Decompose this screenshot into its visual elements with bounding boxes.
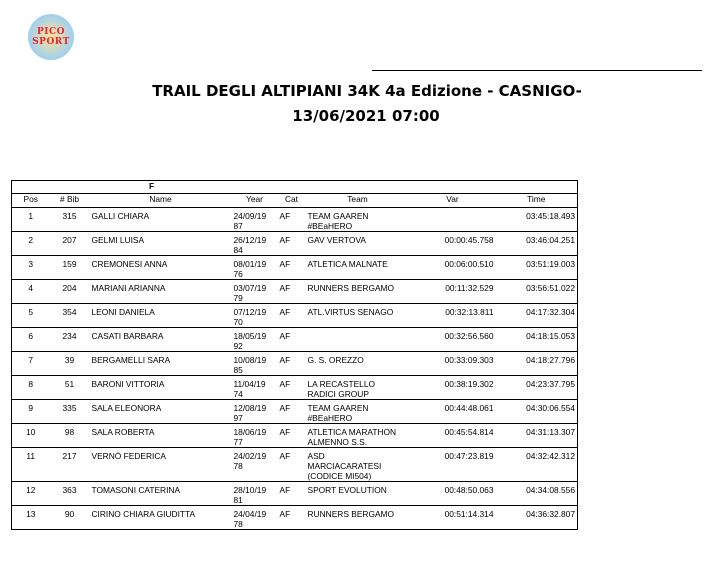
cat-value: AF: [279, 355, 291, 365]
bib-value: 207: [62, 235, 77, 245]
table-row: [12, 280, 578, 304]
gender-group-label: F: [12, 181, 578, 194]
team-value-2: RADICI GROUP: [307, 389, 369, 399]
header-rule: [372, 70, 702, 71]
team-value-1: ASD: [307, 451, 325, 461]
pos-value: 7: [28, 355, 34, 365]
year-value-1: 24/09/19: [233, 211, 267, 221]
cell-time: [496, 256, 578, 280]
cell-var: [410, 506, 496, 530]
year-value-1: 07/12/19: [233, 307, 267, 317]
bib-value: 217: [62, 451, 77, 461]
cell-var: [410, 376, 496, 400]
table-row: [12, 304, 578, 328]
cell-team: [306, 448, 410, 482]
cell-cat: [278, 400, 306, 424]
table-row: [12, 400, 578, 424]
year-value-2: 74: [233, 389, 243, 399]
team-value-1: RUNNERS BERGAMO: [307, 283, 395, 293]
header-time: Time: [496, 194, 578, 208]
pos-value: 6: [28, 331, 34, 341]
table-row: [12, 352, 578, 376]
team-value-1: G. S. OREZZO: [307, 355, 364, 365]
cell-name: [90, 256, 232, 280]
cell-year: [232, 506, 278, 530]
cell-cat: [278, 232, 306, 256]
cell-year: [232, 280, 278, 304]
header-var: Var: [410, 194, 496, 208]
cell-pos: [12, 280, 50, 304]
cell-bib: [50, 400, 90, 424]
team-value-1: TEAM GAAREN: [307, 211, 369, 221]
var-value: 00:45:54.814: [444, 427, 494, 437]
cell-time: [496, 424, 578, 448]
name-value: LEONI DANIELA: [91, 307, 155, 317]
cell-team: [306, 304, 410, 328]
cell-year: [232, 328, 278, 352]
cell-year: [232, 424, 278, 448]
cell-pos: [12, 256, 50, 280]
cat-value: AF: [279, 283, 291, 293]
var-value: 00:48:50.063: [444, 485, 494, 495]
cell-time: [496, 448, 578, 482]
team-value-1: RUNNERS BERGAMO: [307, 509, 395, 519]
name-value: SALA ELEONORA: [91, 403, 162, 413]
pos-value: 4: [28, 283, 34, 293]
time-value: 04:31:13.307: [526, 427, 575, 437]
cell-team: [306, 482, 410, 506]
time-value: 04:18:15.053: [526, 331, 575, 341]
team-value-3: (CODICE MI504): [307, 471, 372, 481]
cell-pos: [12, 304, 50, 328]
cell-var: [410, 208, 496, 232]
team-value-1: ATL.VIRTUS SENAGO: [307, 307, 394, 317]
cell-cat: [278, 482, 306, 506]
pos-value: 12: [26, 485, 36, 495]
table-row: [12, 232, 578, 256]
cell-name: [90, 448, 232, 482]
cat-value: AF: [279, 331, 291, 341]
var-value: 00:33:09.303: [444, 355, 494, 365]
year-value-1: 08/01/19: [233, 259, 267, 269]
table-row: [12, 208, 578, 232]
team-value-1: TEAM GAAREN: [307, 403, 369, 413]
bib-value: 51: [64, 379, 75, 389]
year-value-1: 24/02/19: [233, 451, 267, 461]
cell-bib: [50, 280, 90, 304]
cell-bib: [50, 424, 90, 448]
var-value: 00:51:14.314: [444, 509, 494, 519]
cell-bib: [50, 304, 90, 328]
cell-bib: [50, 232, 90, 256]
name-value: TOMASONI CATERINA: [91, 485, 181, 495]
name-value: BARONI VITTORIA: [91, 379, 165, 389]
name-value: GALLI CHIARA: [91, 211, 150, 221]
cell-time: [496, 280, 578, 304]
cell-year: [232, 400, 278, 424]
cell-pos: [12, 232, 50, 256]
cell-cat: [278, 328, 306, 352]
header-pos: Pos: [12, 194, 50, 208]
pos-value: 2: [28, 235, 34, 245]
race-date-time: 13/06/2021 07:00: [292, 107, 440, 125]
team-value-1: ATLETICA MALNATE: [307, 259, 388, 269]
bib-value: 363: [62, 485, 77, 495]
cell-var: [410, 448, 496, 482]
cell-team: [306, 376, 410, 400]
cell-pos: [12, 352, 50, 376]
pos-value: 9: [28, 403, 34, 413]
cell-var: [410, 232, 496, 256]
cell-var: [410, 352, 496, 376]
cell-bib: [50, 352, 90, 376]
pos-value: 5: [28, 307, 34, 317]
cell-bib: [50, 448, 90, 482]
year-value-1: 03/07/19: [233, 283, 267, 293]
year-value-2: 87: [233, 221, 243, 231]
bib-value: 98: [64, 427, 75, 437]
cell-pos: [12, 506, 50, 530]
name-value: SALA ROBERTA: [91, 427, 155, 437]
bib-value: 39: [64, 355, 75, 365]
cell-team: [306, 280, 410, 304]
cell-time: [496, 328, 578, 352]
var-value: 00:44:48.061: [444, 403, 494, 413]
table-row: [12, 424, 578, 448]
cell-time: [496, 208, 578, 232]
cat-value: AF: [279, 485, 291, 495]
cell-pos: [12, 208, 50, 232]
name-value: VERNÒ FEDERICA: [91, 451, 166, 461]
year-value-1: 10/08/19: [233, 355, 267, 365]
team-value-2: #BEaHERO: [307, 413, 353, 423]
cell-year: [232, 256, 278, 280]
bib-value: 159: [62, 259, 77, 269]
year-value-1: 26/12/19: [233, 235, 267, 245]
cell-year: [232, 376, 278, 400]
cell-team: [306, 424, 410, 448]
team-value-1: SPORT EVOLUTION: [307, 485, 387, 495]
results-table: [11, 180, 578, 530]
logo-text-line1: PICO: [37, 27, 65, 37]
pos-value: 3: [28, 259, 34, 269]
cell-name: [90, 232, 232, 256]
cell-bib: [50, 256, 90, 280]
pico-sport-logo: [28, 14, 74, 60]
cell-cat: [278, 448, 306, 482]
cell-var: [410, 482, 496, 506]
header-name: Name: [90, 194, 232, 208]
team-value-2: #BEaHERO: [307, 221, 353, 231]
cell-var: [410, 400, 496, 424]
time-value: 04:30:06.554: [526, 403, 575, 413]
cell-year: [232, 208, 278, 232]
cell-cat: [278, 208, 306, 232]
cell-cat: [278, 256, 306, 280]
bib-value: 335: [62, 403, 77, 413]
cell-name: [90, 506, 232, 530]
var-value: 00:38:19.302: [444, 379, 494, 389]
year-value-1: 28/10/19: [233, 485, 267, 495]
cell-var: [410, 328, 496, 352]
pos-value: 11: [26, 451, 36, 461]
time-value: 03:56:51.022: [526, 283, 575, 293]
cell-team: [306, 256, 410, 280]
cell-year: [232, 352, 278, 376]
time-value: 03:51:19.003: [526, 259, 575, 269]
bib-value: 315: [62, 211, 77, 221]
var-value: 00:47:23.819: [444, 451, 494, 461]
cell-bib: [50, 208, 90, 232]
cell-name: [90, 424, 232, 448]
logo-text-line2: SPORT: [32, 37, 70, 47]
var-value: 00:32:56.560: [444, 331, 494, 341]
var-value: 00:32:13.811: [445, 307, 494, 317]
cell-var: [410, 280, 496, 304]
time-value: 04:18:27.796: [526, 355, 575, 365]
name-value: MARIANI ARIANNA: [91, 283, 166, 293]
race-title: TRAIL DEGLI ALTIPIANI 34K 4a Edizione - CASNIGO-: [152, 82, 582, 100]
table-row: [12, 482, 578, 506]
cell-time: [496, 232, 578, 256]
name-value: CASATI BARBARA: [91, 331, 164, 341]
cell-name: [90, 328, 232, 352]
bib-value: 204: [62, 283, 77, 293]
time-value: 04:32:42.312: [526, 451, 575, 461]
table-row: [12, 448, 578, 482]
year-value-2: 78: [233, 461, 243, 471]
bib-value: 90: [64, 509, 75, 519]
var-value: 00:11:32.529: [445, 283, 494, 293]
cell-time: [496, 376, 578, 400]
cell-cat: [278, 304, 306, 328]
table-row: [12, 328, 578, 352]
cat-value: AF: [279, 235, 291, 245]
year-value-2: 70: [233, 317, 243, 327]
table-row: [12, 506, 578, 530]
header-cat: Cat: [278, 194, 306, 208]
cat-value: AF: [279, 427, 291, 437]
cell-cat: [278, 352, 306, 376]
cell-time: [496, 400, 578, 424]
cell-pos: [12, 424, 50, 448]
cell-year: [232, 482, 278, 506]
table-row: [12, 256, 578, 280]
cell-team: [306, 352, 410, 376]
year-value-2: 76: [233, 269, 243, 279]
year-value-2: 81: [233, 495, 243, 505]
cell-name: [90, 482, 232, 506]
results-table-wrapper: [11, 180, 577, 530]
year-value-1: 18/05/19: [233, 331, 267, 341]
team-value-1: LA RECASTELLO: [307, 379, 375, 389]
year-value-2: 79: [233, 293, 243, 303]
cell-name: [90, 304, 232, 328]
cell-bib: [50, 506, 90, 530]
cat-value: AF: [279, 451, 291, 461]
year-value-2: 84: [233, 245, 243, 255]
cat-value: AF: [279, 307, 291, 317]
year-value-2: 78: [233, 519, 243, 529]
var-value: 00:06:00.510: [444, 259, 494, 269]
cell-pos: [12, 482, 50, 506]
cat-value: AF: [279, 259, 291, 269]
cell-pos: [12, 328, 50, 352]
table-row: [12, 376, 578, 400]
pos-value: 13: [26, 509, 36, 519]
cell-name: [90, 352, 232, 376]
cell-var: [410, 424, 496, 448]
bib-value: 354: [62, 307, 77, 317]
header-year: Year: [232, 194, 278, 208]
cell-bib: [50, 482, 90, 506]
cell-var: [410, 304, 496, 328]
header-team: Team: [306, 194, 410, 208]
pos-value: 10: [26, 427, 36, 437]
time-value: 04:17:32.304: [526, 307, 575, 317]
pos-value: 8: [28, 379, 34, 389]
cell-pos: [12, 400, 50, 424]
time-value: 04:23:37.795: [526, 379, 575, 389]
time-value: 04:34:08.556: [526, 485, 575, 495]
cell-year: [232, 304, 278, 328]
team-value-1: GAV VERTOVA: [307, 235, 366, 245]
cell-cat: [278, 280, 306, 304]
cell-year: [232, 448, 278, 482]
cell-pos: [12, 448, 50, 482]
results-body: [12, 208, 578, 530]
cat-value: AF: [279, 509, 291, 519]
time-value: 04:36:32.807: [526, 509, 575, 519]
year-value-2: 97: [233, 413, 243, 423]
cell-pos: [12, 376, 50, 400]
cat-value: AF: [279, 403, 291, 413]
pos-value: 1: [28, 211, 34, 221]
cell-cat: [278, 506, 306, 530]
cell-year: [232, 232, 278, 256]
bib-value: 234: [62, 331, 77, 341]
header-bib: # Bib: [50, 194, 90, 208]
name-value: CREMONESI ANNA: [91, 259, 168, 269]
cell-var: [410, 256, 496, 280]
year-value-1: 12/08/19: [233, 403, 267, 413]
name-value: GELMI LUISA: [91, 235, 145, 245]
time-value: 03:45:18.493: [526, 211, 575, 221]
year-value-2: 77: [233, 437, 243, 447]
year-value-2: 92: [233, 341, 243, 351]
cell-cat: [278, 376, 306, 400]
team-value-1: ATLETICA MARATHON: [307, 427, 397, 437]
cell-bib: [50, 376, 90, 400]
name-value: CIRINO CHIARA GIUDITTA: [91, 509, 196, 519]
cell-time: [496, 482, 578, 506]
cell-team: [306, 232, 410, 256]
cell-time: [496, 506, 578, 530]
cell-cat: [278, 424, 306, 448]
cell-team: [306, 208, 410, 232]
team-value-2: MARCIACARATESI: [307, 461, 382, 471]
cell-team: [306, 506, 410, 530]
cell-name: [90, 400, 232, 424]
cell-time: [496, 304, 578, 328]
team-value-2: ALMENNO S.S.: [307, 437, 368, 447]
name-value: BERGAMELLI SARA: [91, 355, 171, 365]
cell-team: [306, 328, 410, 352]
year-value-2: 85: [233, 365, 243, 375]
cell-bib: [50, 328, 90, 352]
cell-time: [496, 352, 578, 376]
year-value-1: 11/04/19: [233, 379, 266, 389]
cell-team: [306, 400, 410, 424]
year-value-1: 18/06/19: [233, 427, 267, 437]
year-value-1: 24/04/19: [233, 509, 267, 519]
cell-name: [90, 208, 232, 232]
cat-value: AF: [279, 379, 291, 389]
cell-name: [90, 280, 232, 304]
cell-name: [90, 376, 232, 400]
cat-value: AF: [279, 211, 291, 221]
var-value: 00:00:45.758: [444, 235, 494, 245]
time-value: 03:46:04.251: [526, 235, 575, 245]
